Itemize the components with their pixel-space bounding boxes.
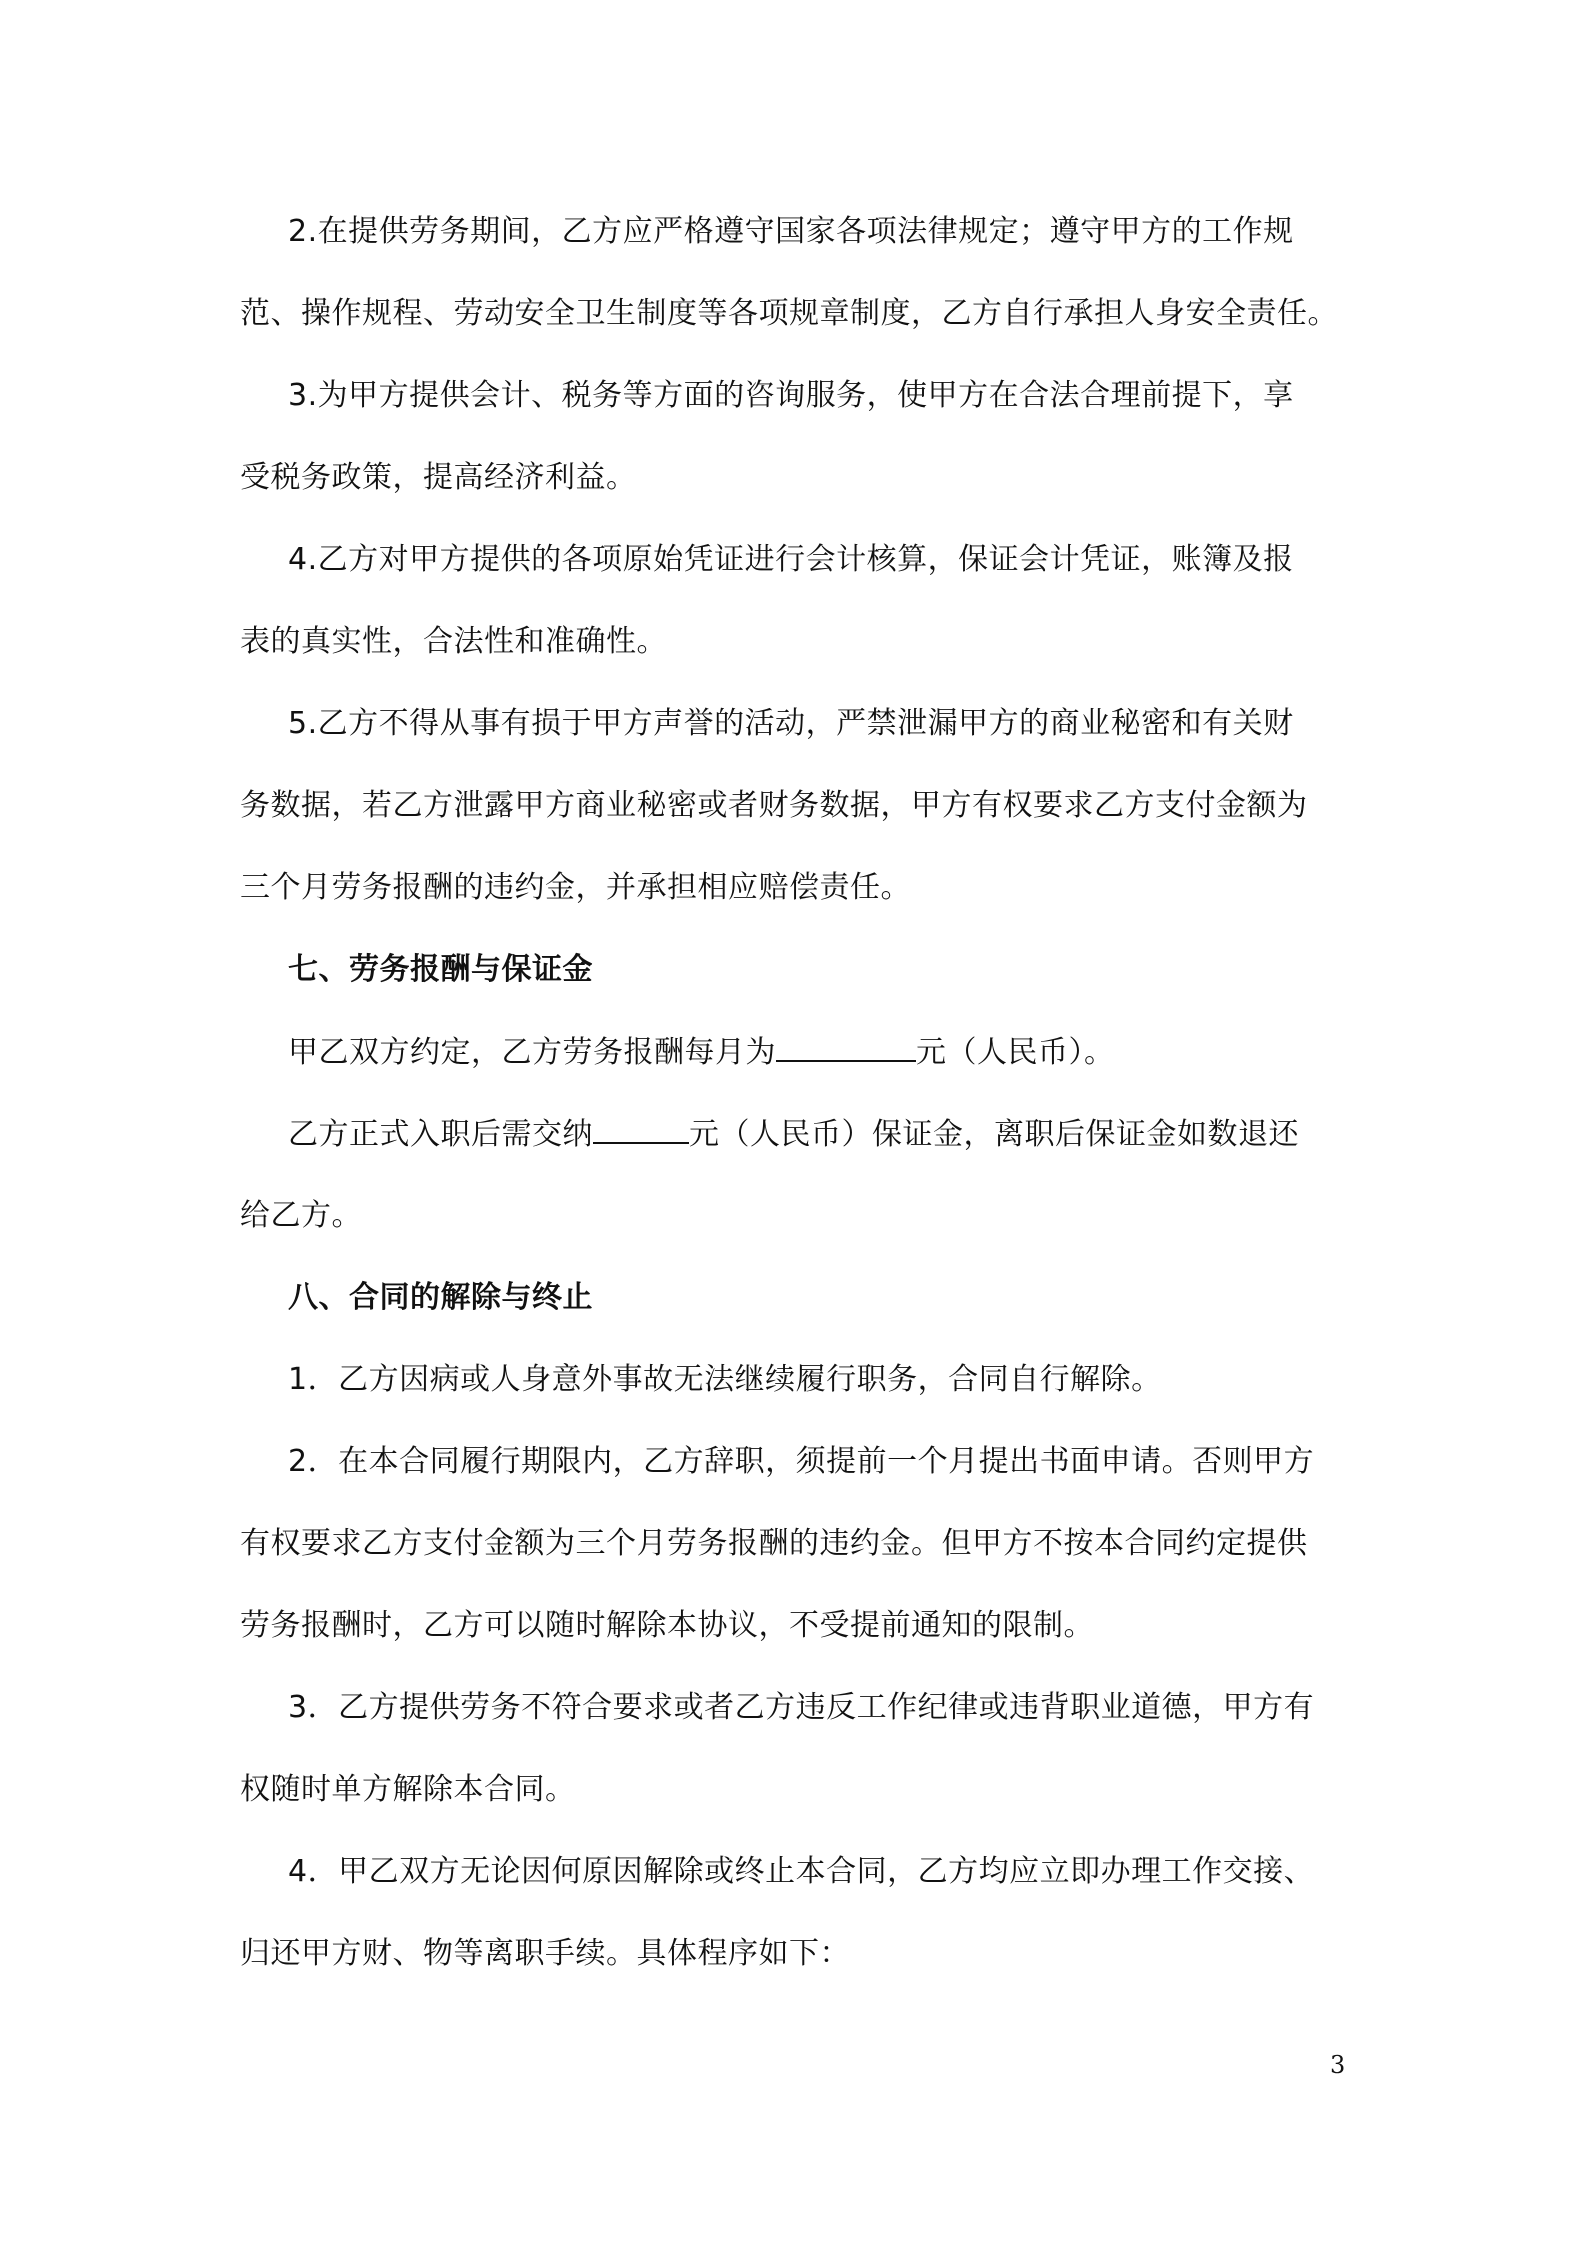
clause-6-4-line-2: 表的真实性，合法性和准确性。 <box>240 624 667 659</box>
clause-6-3-line-2: 受税务政策，提高经济利益。 <box>240 460 637 495</box>
clause-8-2-line-1: 2．在本合同履行期限内，乙方辞职，须提前一个月提出书面申请。否则甲方 <box>288 1444 1315 1479</box>
deposit-unit: 元（人民币）保证金，离职后保证金如数退还 <box>689 1117 1299 1152</box>
monthly-fee-text: 甲乙双方约定，乙方劳务报酬每月为 <box>288 1035 776 1070</box>
section-7-line-1 <box>288 1032 1350 1073</box>
clause-8-4-line-1: 4．甲乙双方无论因何原因解除或终止本合同，乙方均应立即办理工作交接、 <box>288 1854 1315 1889</box>
clause-6-5-line-1: 5.乙方不得从事有损于甲方声誉的活动，严禁泄漏甲方的商业秘密和有关财 <box>288 706 1294 741</box>
monthly-fee-blank <box>776 1032 916 1062</box>
monthly-fee-unit: 元（人民币）。 <box>916 1035 1115 1070</box>
section-7-line-2 <box>288 1114 1350 1155</box>
clause-6-2-line-2: 范、操作规程、劳动安全卫生制度等各项规章制度，乙方自行承担人身安全责任。 <box>240 296 1338 331</box>
clause-8-2-line-2: 有权要求乙方支付金额为三个月劳务报酬的违约金。但甲方不按本合同约定提供 <box>240 1526 1308 1561</box>
deposit-blank <box>593 1114 689 1144</box>
clause-8-3-line-1: 3．乙方提供劳务不符合要求或者乙方违反工作纪律或违背职业道德，甲方有 <box>288 1690 1315 1725</box>
clause-6-5-line-3: 三个月劳务报酬的违约金，并承担相应赔偿责任。 <box>240 870 911 905</box>
section-7-heading: 七、劳务报酬与保证金 <box>288 952 593 987</box>
page-number: 3 <box>1330 2051 1346 2079</box>
clause-8-4-line-2: 归还甲方财、物等离职手续。具体程序如下： <box>240 1936 850 1971</box>
clause-6-3-line-1: 3.为甲方提供会计、税务等方面的咨询服务，使甲方在合法合理前提下，享 <box>288 378 1294 413</box>
deposit-text: 乙方正式入职后需交纳 <box>288 1117 593 1152</box>
clause-8-2-line-3: 劳务报酬时，乙方可以随时解除本协议，不受提前通知的限制。 <box>240 1608 1094 1643</box>
clause-6-5-line-2: 务数据，若乙方泄露甲方商业秘密或者财务数据，甲方有权要求乙方支付金额为 <box>240 788 1308 823</box>
section-7-line-3: 给乙方。 <box>240 1198 362 1233</box>
clause-8-3-line-2: 权随时单方解除本合同。 <box>240 1772 576 1807</box>
clause-6-4-line-1: 4.乙方对甲方提供的各项原始凭证进行会计核算，保证会计凭证，账簿及报 <box>288 542 1294 577</box>
clause-6-2-line-1: 2.在提供劳务期间，乙方应严格遵守国家各项法律规定；遵守甲方的工作规 <box>288 214 1294 249</box>
clause-8-1-line-1: 1．乙方因病或人身意外事故无法继续履行职务，合同自行解除。 <box>288 1362 1162 1397</box>
section-8-heading: 八、合同的解除与终止 <box>288 1280 593 1315</box>
